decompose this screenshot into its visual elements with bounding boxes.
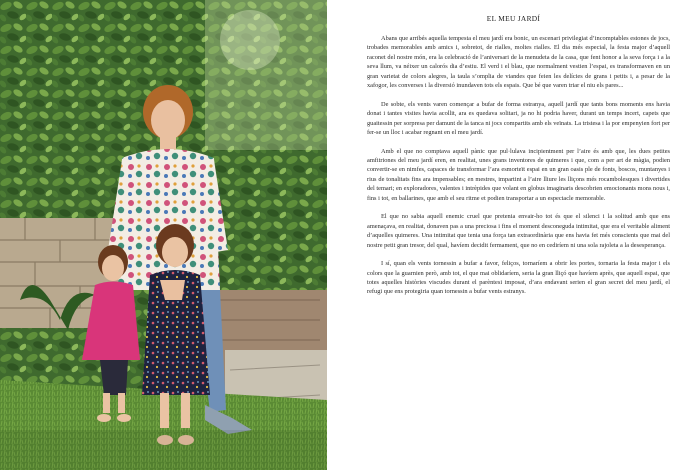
paragraph: Abans que arribés aquella tempesta el meu jardí era bonic, un escenari privilegiat d’incomptables estones de jocs, trobades memorables amb amics i, sobretot, de rialles, moltes rialles. El dia més especial, la festa major d’aquell raconet del nostre món, era la celebració de l’aniversari de la menudeta de la casa, que fent honor a la seva força i a la seva llum, va néixer un calorós dia d’estiu. El verd i el blau, que normalment vestien l’espai, es transformaven en un gran varietat de colors alegres, la taula s’omplia de viandes que feien les delícies de grans i petits i, a pesar de la xafogor, les converses i la diversió inundaven tots els espais. Que bé que varen triar el niu els pares... bbox=[367, 35, 670, 90]
paragraph: El que no sabia aquell enemic cruel que pretenia envair-ho tot és que el silenci i la solitud amb que ens amenaçava, en realitat, donaven pas a una preciosa i fins el moment desconeguda intimitat, que era el veritable aliment d’aquelles quimeres. Una intimitat que tenia una força tan extraordinària que ens havia fet més conscients que mai del nostre petit gran tresor, del qual, havíem decidit fermament, que no en cediríem ni una sola rajoleta a la desesperança. bbox=[367, 213, 670, 249]
paragraph: De sobte, els vents varen començar a bufar de forma estranya, aquell jardí que tants bons moments ens havia donat i tantes visites havia acollit, ara es quedava solitari, ja no hi podria haver, durant un temps incert, capets que guaitessin per sorpresa per damunt de la tanca ni jocs compartits amb els veïnats. La tristesa i la por empenyien fort per fer-se un lloc i acabar regnant en el meu jardí. bbox=[367, 100, 670, 136]
story-title: EL MEU JARDÍ bbox=[486, 14, 541, 23]
paragraph: I sí, quan els vents tornessin a bufar a favor, feliços, tornaríem a obrir les portes, tornaria la festa major i els colors que la guarnien però, amb tot, el que mai oblidaríem, seria la gran lliçó que havíem après, que aquell espai, que totes aquelles històries viscudes durant el parèntesi imposat, d’ara endavant serien el gran secret del meu jardí, el refugi que ens protegiria quan tornessin a bufar vents estranys. bbox=[367, 260, 670, 296]
paragraph: Amb el que no comptava aquell pànic que pul·lulava incipientment per l’aire és amb que, les dues petites amfitriones del meu jardí eren, en realitat, unes grans inventores de quimeres i que, com a per art de màgia, podien convertir-se en nimfes, capaces de transformar l’ara esmorteït espai en un gran oasis ple de fonts, boscos, muntanyes i rius de tonalitats fins ara impensables; en mestres, impartint a l’aire lliure les lliçons més rocambolesques i divertides del temari; en exploradores, valentes i intrèpides que volant en globus imaginaris descobrien emocionants mons nous i, fins i tot, en ballarines, que amb el seu ritme et podien transportar a un espectacle memorable. bbox=[367, 147, 670, 202]
family-garden-photo bbox=[0, 0, 327, 470]
story-body bbox=[367, 34, 670, 306]
story-page bbox=[327, 0, 700, 470]
